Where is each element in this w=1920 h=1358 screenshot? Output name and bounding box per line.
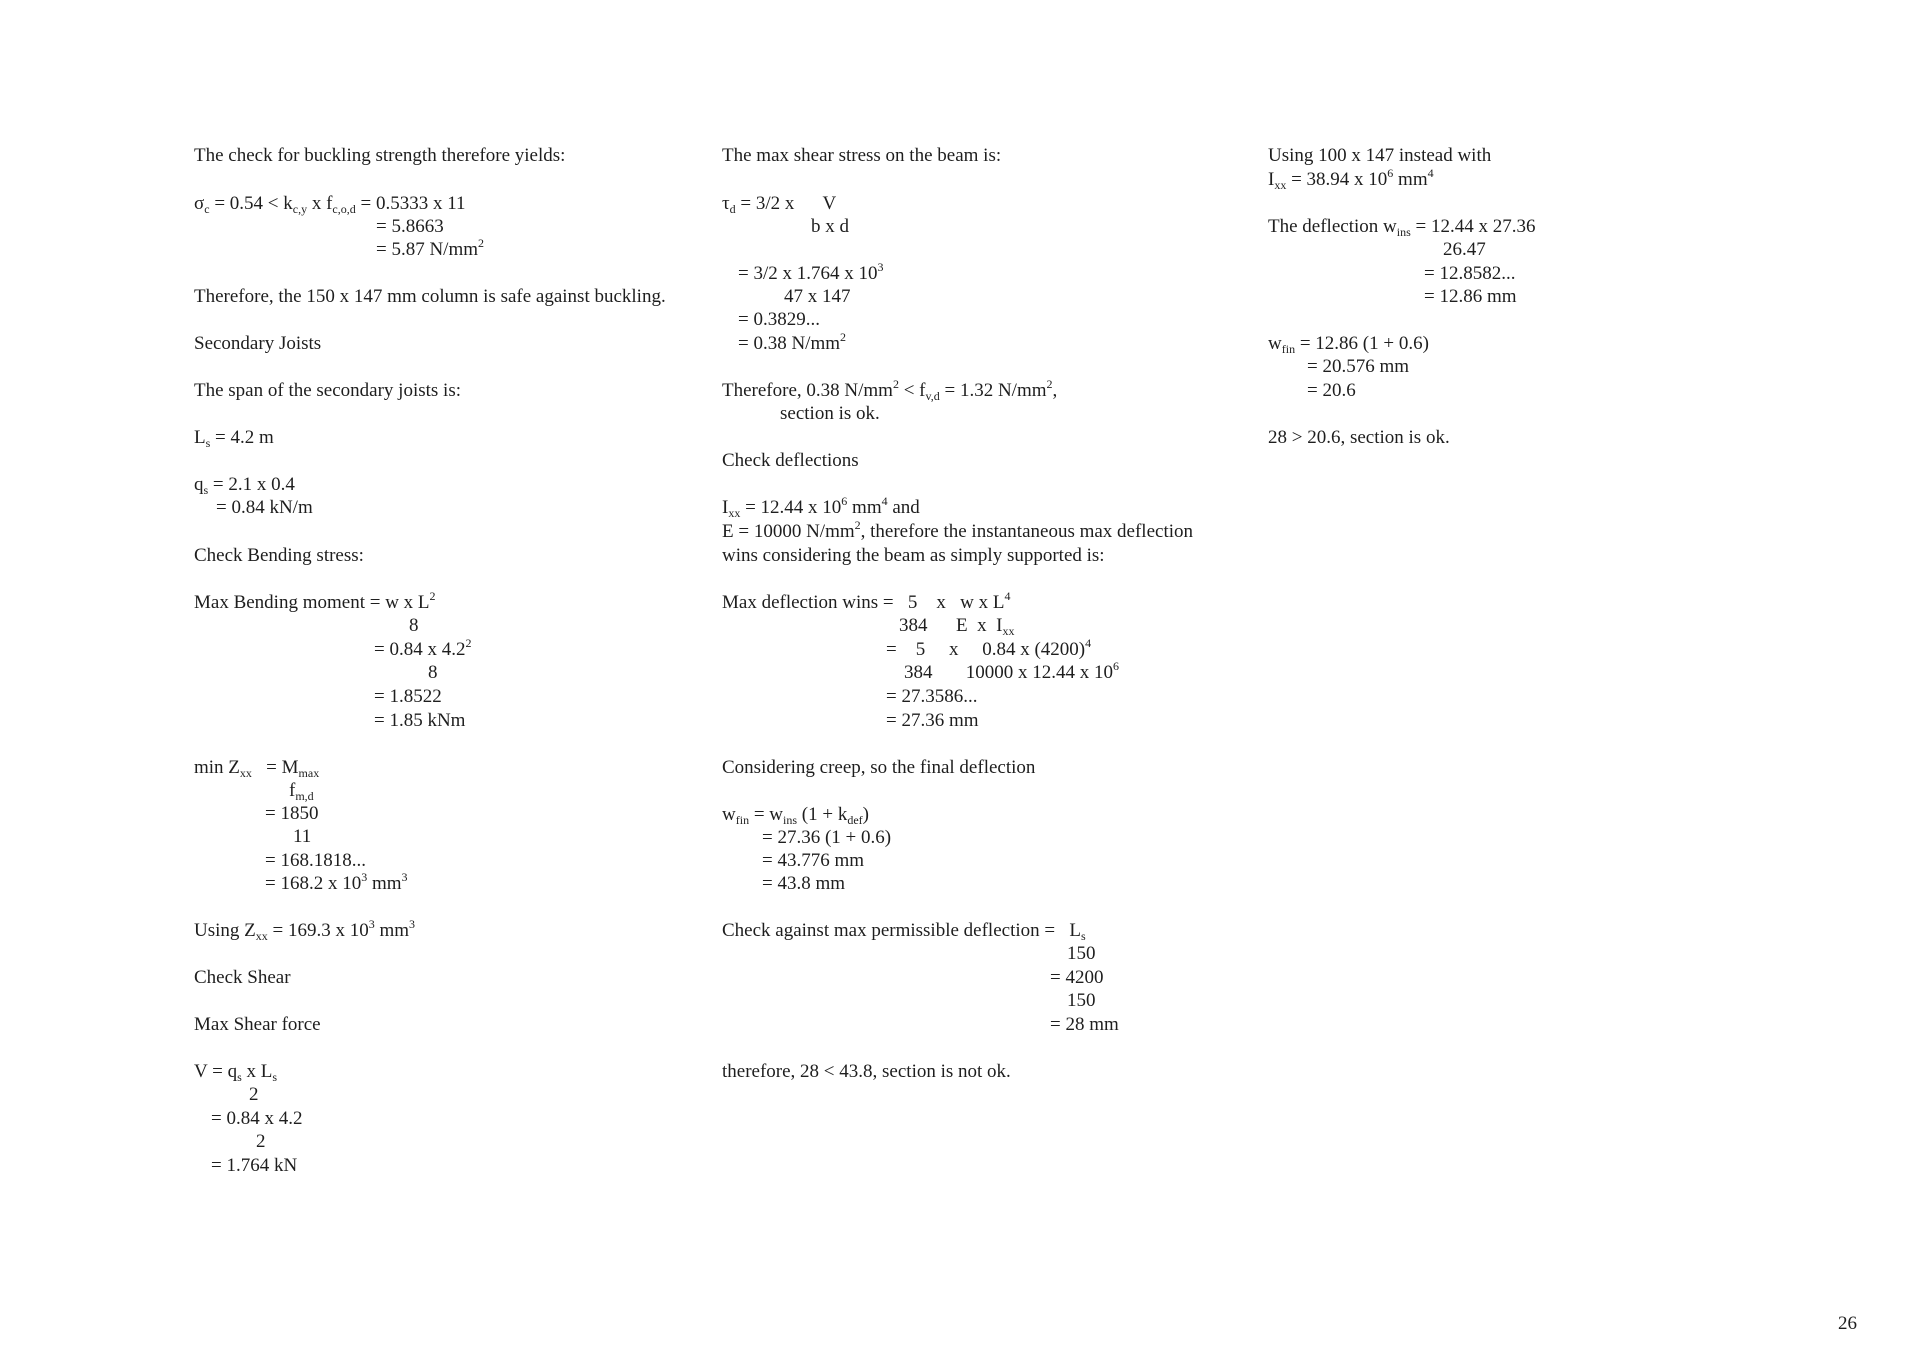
text-line: The check for buckling strength therefore yields: [194, 145, 566, 166]
text-line: $I_{xx} = 38.94$ x $10^6$ $mm^4$ [1268, 166, 1434, 192]
text-line: Max deflection wins = 5 x w x $L^4$ [722, 589, 1011, 613]
text-line: E = 10000 $N/mm^2$, therefore the instantaneous max deflection [722, 518, 1194, 542]
text-line: = 168.1818... [265, 850, 366, 871]
text-line: = 0.38 $N/mm^2$ [738, 330, 847, 354]
text-line: Check against max permissible deflection = $L_s$ [722, 920, 1086, 943]
text-line: 150 [1067, 990, 1096, 1011]
text-line: Using $Z_{xx} = 169.3$ x $10^3$ $mm^3$ [194, 917, 416, 943]
text-line: $w_{fin} = w_{ins}$ $(1 + k_{def})$ [722, 804, 869, 827]
text-line: b x d [811, 216, 849, 237]
text-line: Secondary Joists [194, 333, 322, 354]
text-line: = 27.36 mm [886, 710, 979, 731]
text-line: $q_s = 2.1$ x 0.4 [194, 474, 295, 497]
text-line: = 43.8 mm [762, 873, 846, 894]
text-line: Check deflections [722, 450, 859, 471]
text-line: $V = q_s$ x $L_s$ [194, 1061, 278, 1084]
text-line: 8 [428, 662, 438, 683]
text-line: Therefore, 0.38 $N/mm^2 < f_{v,d} = 1.32$ $N/mm^2$, [722, 377, 1058, 403]
text-line: = 5 x 0.84 x $(4200)^4$ [886, 636, 1092, 660]
text-line: 2 [249, 1084, 259, 1105]
text-line: 2 [256, 1131, 266, 1152]
text-line: = 4200 [1050, 967, 1104, 988]
text-line: = 0.3829... [738, 309, 820, 330]
text-line: = 3/2 x 1.764 x $10^3$ [738, 260, 884, 284]
text-line: = 28 mm [1050, 1014, 1119, 1035]
text-line: Therefore, the 150 x 147 mm column is safe against buckling. [194, 286, 666, 307]
text-line: = 20.6 [1307, 380, 1356, 401]
page-number: 26 [1838, 1313, 1857, 1334]
text-line: 26.47 [1443, 239, 1486, 260]
text-line: = 1.8522 [374, 686, 442, 707]
text-line: = 43.776 mm [762, 850, 865, 871]
text-line: = 27.36 (1 + 0.6) [762, 827, 892, 848]
text-line: 384 E x $I_{xx}$ [899, 615, 1015, 638]
text-line: $\sigma_c = 0.54 < k_{c,y}$ x $f_{c,o,d} = 0.5333$ x 11 [194, 193, 466, 216]
text-line: = 1.85 kNm [374, 710, 466, 731]
text-line: The max shear stress on the beam is: [722, 145, 1002, 166]
text-line: = 5.87 $N/mm^2$ [376, 236, 485, 260]
text-line: = 0.84 kN/m [216, 497, 313, 518]
text-line: $I_{xx} = 12.44$ x $10^6$ $mm^4$ and [722, 494, 920, 520]
text-line: 28 > 20.6, section is ok. [1268, 427, 1450, 448]
text-line: 150 [1067, 943, 1096, 964]
text-line: $w_{fin} = 12.86$ (1 + 0.6) [1268, 333, 1429, 356]
text-line: 47 x 147 [784, 286, 851, 307]
text-line: $\min Z_{xx} = M_{max}$ [194, 757, 320, 780]
text-line: Check Bending stress: [194, 545, 364, 566]
text-line: Max Bending moment = w x $L^2$ [194, 589, 436, 613]
text-line: Using 100 x 147 instead with [1268, 145, 1492, 166]
text-line: The deflection $w_{ins} = 12.44$ x 27.36 [1268, 216, 1536, 239]
text-line: wins considering the beam as simply supported is: [722, 545, 1105, 566]
text-line: Check Shear [194, 967, 291, 988]
text-line: = 27.3586... [886, 686, 978, 707]
text-line: $\tau_d = 3/2$ x V [722, 193, 837, 216]
text-line: = 5.8663 [376, 216, 444, 237]
text-line: = 20.576 mm [1307, 356, 1410, 377]
text-line: The span of the secondary joists is: [194, 380, 462, 401]
text-line: 11 [293, 826, 312, 847]
text-line: = 12.8582... [1424, 263, 1516, 284]
text-line: = 1.764 kN [211, 1155, 298, 1176]
text-line: 8 [409, 615, 419, 636]
text-line: = 0.84 x 4.2 [211, 1108, 303, 1129]
text-line: 384 10000 x 12.44 x $10^6$ [904, 659, 1119, 683]
text-line: = 1850 [265, 803, 319, 824]
text-line: therefore, 28 < 43.8, section is not ok. [722, 1061, 1011, 1082]
text-line: = 168.2 x $10^3$ $mm^3$ [265, 870, 408, 894]
text-line: $f_{m,d}$ [289, 780, 314, 803]
text-line: = 0.84 x $4.2^2$ [374, 636, 472, 660]
text-line: Considering creep, so the final deflection [722, 757, 1036, 778]
text-line: = 12.86 mm [1424, 286, 1517, 307]
text-line: Max Shear force [194, 1014, 321, 1035]
text-line: $L_s = 4.2$ m [194, 427, 274, 450]
text-line: section is ok. [780, 403, 880, 424]
